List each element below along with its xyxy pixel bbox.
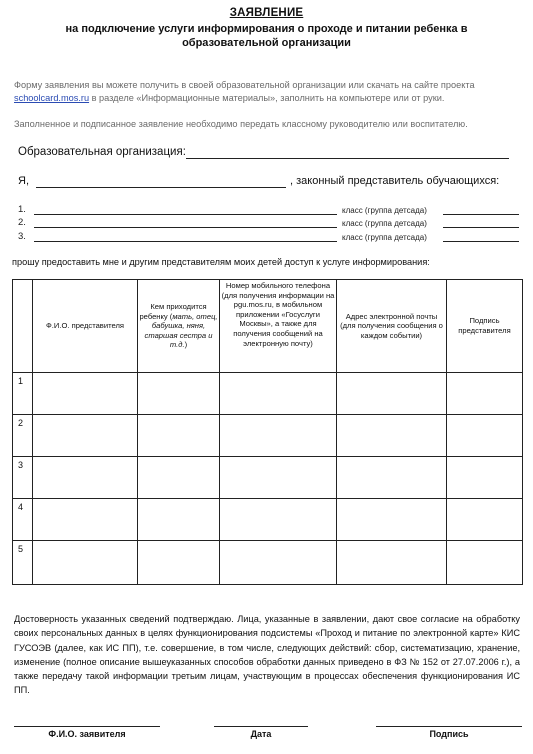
row-number: 4 xyxy=(13,499,33,541)
child-class-field-1[interactable] xyxy=(443,214,519,215)
cell-phone[interactable] xyxy=(220,499,337,541)
applicant-name-field[interactable] xyxy=(14,726,160,727)
header-relation-a: Кем приходится ребенку ( xyxy=(139,302,207,321)
table-row xyxy=(13,457,523,499)
intro-paragraph xyxy=(14,79,519,105)
table-row xyxy=(13,541,523,585)
row-number: 5 xyxy=(13,541,33,585)
cell-relation[interactable] xyxy=(138,457,220,499)
signature-field[interactable] xyxy=(376,726,522,727)
child-class-field-3[interactable] xyxy=(443,241,519,242)
cell-relation[interactable] xyxy=(138,541,220,585)
consent-paragraph: Достоверность указанных сведений подтверждаю. Лица, указанные в заявлении, дают свое согласие на обработку своих персональных данных в целях функционирования подсистемы «Проход и питание по электронной карте» КИС ГУСОЭВ (далее, как ИС ПП), т.е. совершение, в том числе, следующих действий: сбор, систематизацию, хранение, изменение (полное описание вышеуказанных способов обработки данных приведено в ФЗ № 152 от 27.07.2006 г.), а также передачу такой информации третьим лицам, участвующим в процессах обеспечения функционирования ИС ПП. xyxy=(14,614,520,696)
org-field[interactable] xyxy=(186,158,509,159)
cell-relation[interactable] xyxy=(138,499,220,541)
table-row xyxy=(13,415,523,457)
table-header-row xyxy=(13,280,523,373)
applicant-name-label: Ф.И.О. заявителя xyxy=(48,729,126,739)
cell-phone[interactable] xyxy=(220,415,337,457)
cell-signature[interactable] xyxy=(447,373,523,415)
cell-email[interactable] xyxy=(337,373,447,415)
row-number: 1 xyxy=(13,373,33,415)
org-label: Образовательная организация: xyxy=(18,146,186,158)
cell-signature[interactable] xyxy=(447,415,523,457)
cell-relation[interactable] xyxy=(138,373,220,415)
cell-email[interactable] xyxy=(337,499,447,541)
cell-signature[interactable] xyxy=(447,499,523,541)
intro-text-1: Форму заявления вы можете получить в своей образовательной организации или скачать на сайте проекта xyxy=(14,80,475,90)
cell-signature[interactable] xyxy=(447,457,523,499)
request-text: прошу предоставить мне и другим представителям моих детей доступ к услуге информирования: xyxy=(12,257,430,267)
representatives-table xyxy=(12,279,523,585)
representative-name-field[interactable] xyxy=(36,187,286,188)
intro-instruction: Заполненное и подписанное заявление необходимо передать классному руководителю или воспитателю. xyxy=(14,119,468,129)
cell-phone[interactable] xyxy=(220,457,337,499)
intro-text-2: в разделе «Информационные материалы», заполнить на компьютере или от руки. xyxy=(89,93,445,103)
header-phone: Номер мобильного телефона (для получения информации на pgu.mos.ru, в мобильном приложении «Госуслуги Москвы», а также для получения сообщений на электронную почту) xyxy=(220,280,337,373)
cell-relation[interactable] xyxy=(138,415,220,457)
cell-fio[interactable] xyxy=(33,499,138,541)
header-relation-examples: мать, отец, бабушка, няня, старшая сестра и т.д. xyxy=(144,311,218,350)
row-number: 2 xyxy=(13,415,33,457)
cell-email[interactable] xyxy=(337,457,447,499)
representative-suffix: , законный представитель обучающихся: xyxy=(290,175,500,187)
child-name-field-1[interactable] xyxy=(34,214,337,215)
child-name-field-3[interactable] xyxy=(34,241,337,242)
cell-phone[interactable] xyxy=(220,541,337,585)
child-num-3: 3. xyxy=(18,231,26,242)
header-fio: Ф.И.О. представителя xyxy=(33,280,138,373)
header-num xyxy=(13,280,33,373)
schoolcard-link[interactable]: schoolcard.mos.ru xyxy=(14,93,90,103)
i-label: Я, xyxy=(18,175,29,187)
row-number: 3 xyxy=(13,457,33,499)
table-row xyxy=(13,499,523,541)
cell-signature[interactable] xyxy=(447,541,523,585)
child-name-field-2[interactable] xyxy=(34,227,337,228)
cell-fio[interactable] xyxy=(33,541,138,585)
header-email: Адрес электронной почты (для получения сообщения о каждом событии) xyxy=(337,280,447,373)
cell-phone[interactable] xyxy=(220,373,337,415)
header-signature: Подпись представителя xyxy=(447,280,523,373)
cell-fio[interactable] xyxy=(33,457,138,499)
header-relation xyxy=(138,280,220,373)
child-class-label-1: класс (группа детсада) xyxy=(342,206,427,215)
header-relation-c: ) xyxy=(184,340,188,350)
child-class-field-2[interactable] xyxy=(443,227,519,228)
child-num-2: 2. xyxy=(18,217,26,228)
cell-fio[interactable] xyxy=(33,373,138,415)
child-num-1: 1. xyxy=(18,204,26,215)
cell-fio[interactable] xyxy=(33,415,138,457)
table-row xyxy=(13,373,523,415)
cell-email[interactable] xyxy=(337,415,447,457)
date-label: Дата xyxy=(250,729,272,739)
child-class-label-3: класс (группа детсада) xyxy=(342,233,427,242)
child-class-label-2: класс (группа детсада) xyxy=(342,219,427,228)
document-title: ЗАЯВЛЕНИЕ xyxy=(229,7,304,19)
document-subtitle: на подключение услуги информирования о проходе и питании ребенка в образовательной организации xyxy=(65,23,468,49)
signature-label: Подпись xyxy=(429,729,469,739)
cell-email[interactable] xyxy=(337,541,447,585)
date-field[interactable] xyxy=(214,726,308,727)
